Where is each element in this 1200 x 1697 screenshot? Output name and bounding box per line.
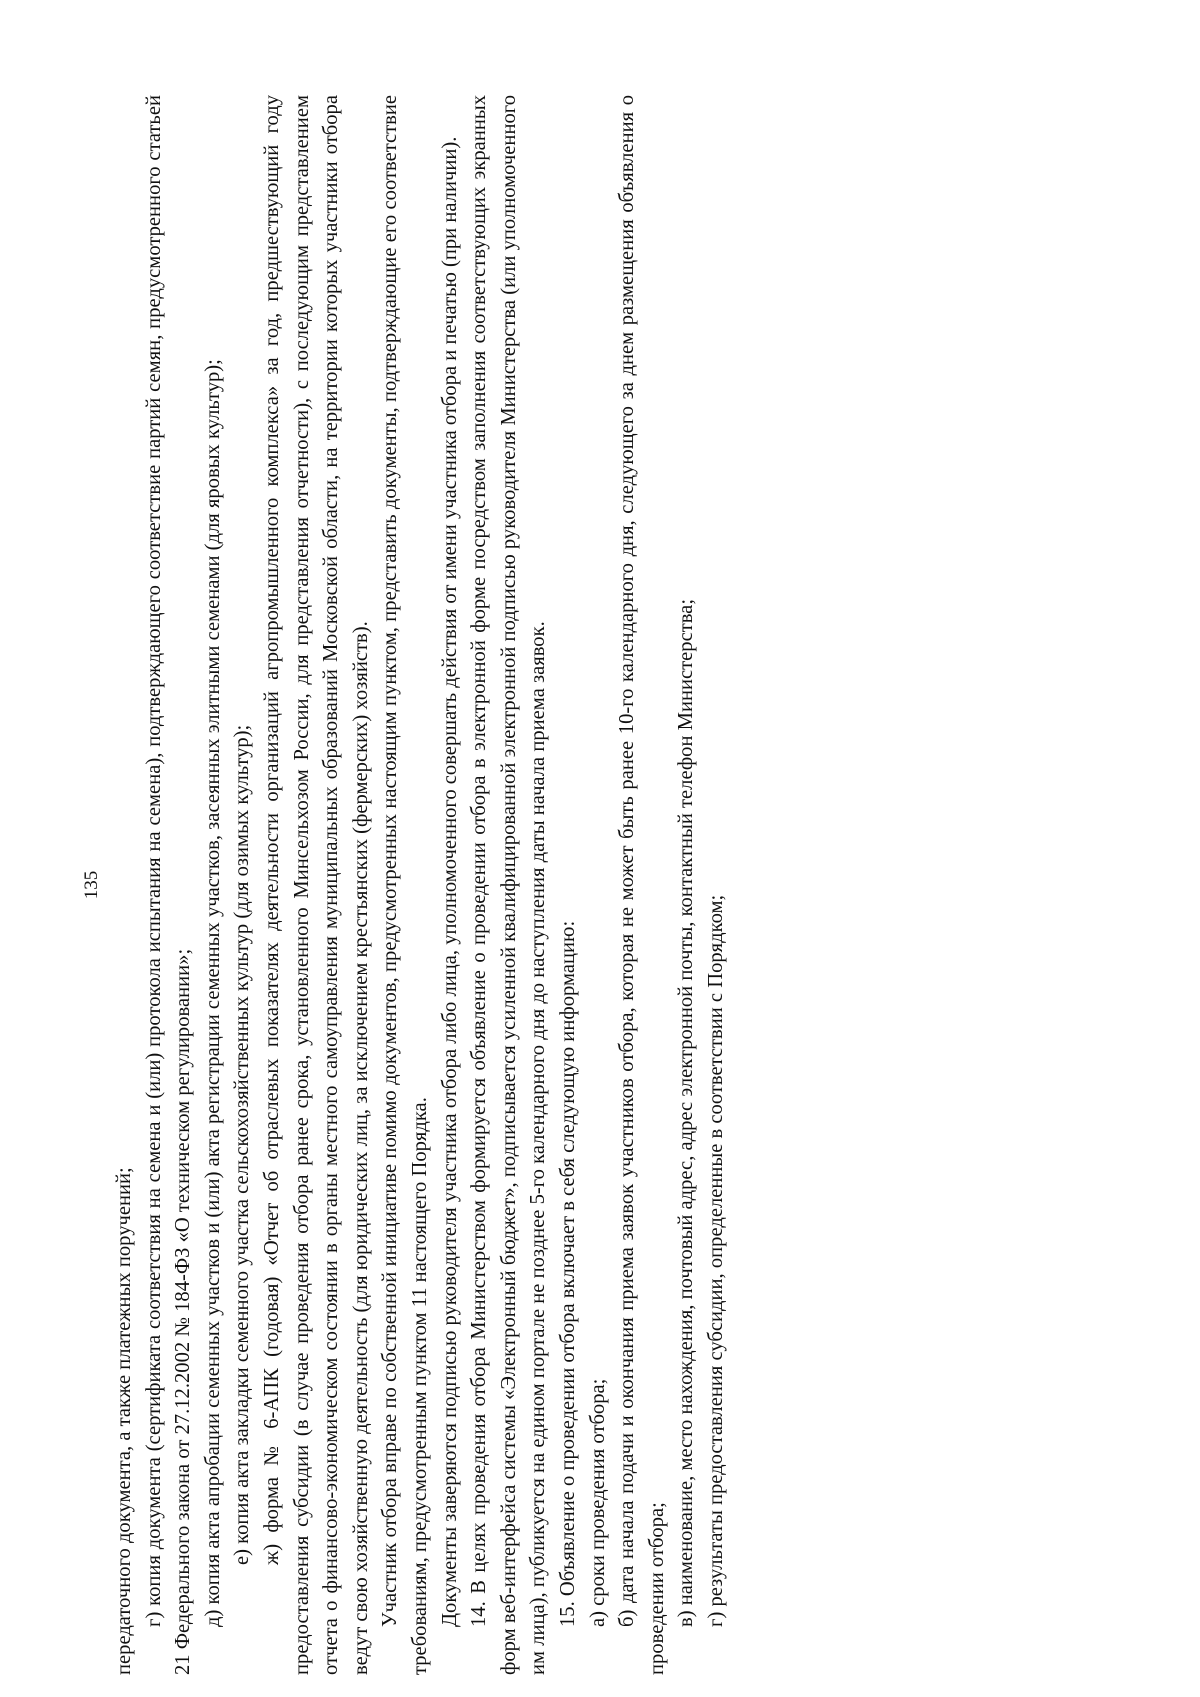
paragraph-seed-certificate: г) копия документа (сертификата соответствия на семена и (или) протокола испытания на семена), подтверждающего соответствие партий семян, предусмотренного статьей 21 Федерального закона от 27.12.2002 № 184-ФЗ «О техническом регулировании»; xyxy=(142,95,195,1675)
paragraph-approbation-act: д) копия акта апробации семенных участков и (или) акта регистрации семенных участков, засеянных элитными семенами (для яровых культур); xyxy=(201,359,224,1627)
paragraph-form-6-apk: ж) форма № 6-АПК (годовая) «Отчет об отраслевых показателях деятельности организаций агропромышленного комплекса» за год, предшествующий году предоставления субсидии (в случае проведения отбора ранее срока, установленного Минсельхозом России, для представления отчетности), с последующим представлением отчета о финансово-экономическом состоянии в органы местного самоуправления муниципальных образований Московской области, на территории которых участники отбора ведут свою хозяйственную деятельность (для юридических лиц, за исключением крестьянских (фермерских) хозяйств). xyxy=(260,95,372,1675)
paragraph-clause-14: 14. В целях проведения отбора Министерством формируется объявление о проведении отбора в электронной форме посредством заполнения соответствующих экранных форм веб-интерфейса системы «Электронный бюджет», подписывается усиленной квалифицированной электронной подписью руководителя Министерства (или уполномоченного им лица), публикуется на едином портале не позднее 5-го календарного дня до наступления даты начала приема заявок. xyxy=(468,95,550,1675)
list-item-a: а) сроки проведения отбора; xyxy=(586,1378,609,1627)
document-body xyxy=(110,95,731,1675)
paragraph-payment-docs: передаточного документа, а также платежных поручений; xyxy=(113,1167,135,1675)
paragraph-planting-act: е) копия акта закладки семенного участка сельскохозяйственных культур (для озимых культур); xyxy=(231,724,254,1565)
paragraph-signature: Документы заверяются подписью руководителя участника отбора либо лица, уполномоченного совершать действия от имени участника отбора и печатью (при наличии). xyxy=(438,136,461,1627)
page-number: 135 xyxy=(81,870,102,900)
rotated-page-content xyxy=(80,95,1040,1675)
list-item-g: г) результаты предоставления субсидии, определенные в соответствии с Порядком; xyxy=(704,894,727,1627)
paragraph-own-initiative: Участник отбора вправе по собственной инициативе помимо документов, предусмотренных настоящим пунктом, представить документы, подтверждающие его соответствие требованиям, предусмотренным пунктом 11 настоящего Порядка. xyxy=(379,95,431,1675)
paragraph-clause-15: 15. Объявление о проведении отбора включает в себя следующую информацию: xyxy=(556,920,579,1627)
list-item-v: в) наименование, место нахождения, почтовый адрес, адрес электронной почты, контактный телефон Министерства; xyxy=(675,598,698,1627)
list-item-b: б) дата начала подачи и окончания приема заявок участников отбора, которая не может быть ранее 10-го календарного дня, следующего за днем размещения объявления о проведении отбора; xyxy=(616,95,668,1675)
